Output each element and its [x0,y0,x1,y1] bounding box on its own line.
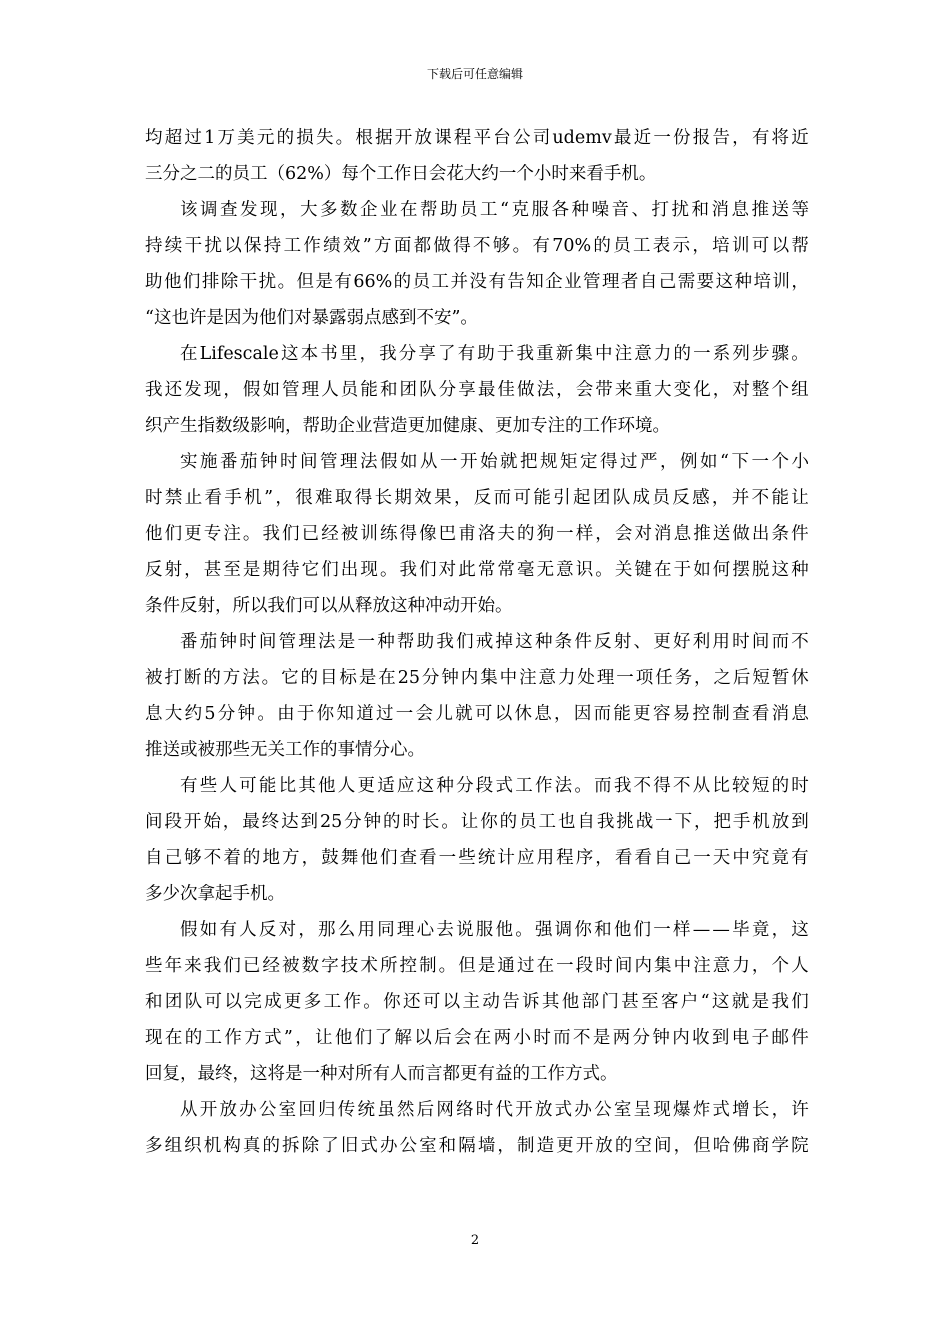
text-line: 实 施 番 茄 钟 时 间 管 理 法 假 如 从 一 开 始 就 把 规 矩 定 得 过 严 ， 例 如 “ 下 一 个 小 [180,452,809,472]
page-number: 2 [470,1233,480,1248]
text-line: 织产生指数级影响，帮助企业营造更加健康、更加专注的工作环境。 [145,416,670,436]
text-line: 助 他 们 排 除 干 扰 。 但 是 有 66% 的 员 工 并 没 有 告 知 企 业 管 理 者 自 己 需 要 这 种 培 训 ， [145,272,809,292]
text-line: 反 射 ， 甚 至 是 期 待 它 们 出 现 。 我 们 对 此 常 常 毫 无 意 识 。 关 键 在 于 如 何 摆 脱 这 种 [145,560,809,580]
text-line: 间 段 开 始 ， 最 终 达 到 25 分 钟 的 时 长 。 让 你 的 员 工 也 自 我 挑 战 一 下 ， 把 手 机 放 到 [145,812,809,832]
text-line: “这也许是因为他们对暴露弱点感到不安”。 [145,308,478,328]
text-line: 时 禁 止 看 手 机 ” ， 很 难 取 得 长 期 效 果 ， 反 而 可 能 引 起 团 队 成 员 反 感 ， 并 不 能 让 [145,488,809,508]
text-line: 均 超 过 1 万 美 元 的 损 失 。 根 据 开 放 课 程 平 台 公 司 udemv 最 近 一 份 报 告 ， 有 将 近 [145,128,809,148]
text-line: 有 些 人 可 能 比 其 他 人 更 适 应 这 种 分 段 式 工 作 法 。 而 我 不 得 不 从 比 较 短 的 时 [180,776,809,796]
text-line: 在 Lifescale 这 本 书 里 ， 我 分 享 了 有 助 于 我 重 新 集 中 注 意 力 的 一 系 列 步 骤 。 [180,344,809,364]
text-line: 息 大 约 5 分 钟 。 由 于 你 知 道 过 一 会 儿 就 可 以 休 息 ， 因 而 能 更 容 易 控 制 查 看 消 息 [145,704,809,724]
text-line: 回复，最终，这将是一种对所有人而言都更有益的工作方式。 [145,1064,618,1084]
text-line: 些 年 来 我 们 已 经 被 数 字 技 术 所 控 制 。 但 是 通 过 在 一 段 时 间 内 集 中 注 意 力 ， 个 人 [145,956,809,976]
text-line: 条件反射，所以我们可以从释放这种冲动开始。 [145,596,513,616]
text-line: 多 组 织 机 构 真 的 拆 除 了 旧 式 办 公 室 和 隔 墙 ， 制 造 更 开 放 的 空 间 ， 但 哈 佛 商 学 院 [145,1136,809,1156]
text-line: 多少次拿起手机。 [145,884,285,904]
text-line: 自 己 够 不 着 的 地 方 ， 鼓 舞 他 们 查 看 一 些 统 计 应 用 程 序 ， 看 看 自 己 一 天 中 究 竟 有 [145,848,809,868]
text-line: 推送或被那些无关工作的事情分心。 [145,740,425,760]
body-text [145,120,809,1164]
text-line: 假 如 有 人 反 对 ， 那 么 用 同 理 心 去 说 服 他 。 强 调 你 和 他 们 一 样 — — 毕 竟 ， 这 [180,920,809,940]
text-line: 和 团 队 可 以 完 成 更 多 工 作 。 你 还 可 以 主 动 告 诉 其 他 部 门 甚 至 客 户 “ 这 就 是 我 们 [145,992,809,1012]
text-line: 我 还 发 现 ， 假 如 管 理 人 员 能 和 团 队 分 享 最 佳 做 法 ， 会 带 来 重 大 变 化 ， 对 整 个 组 [145,380,809,400]
text-line: 现 在 的 工 作 方 式 ” ， 让 他 们 了 解 以 后 会 在 两 小 时 而 不 是 两 分 钟 内 收 到 电 子 邮 件 [145,1028,809,1048]
text-line: 他 们 更 专 注 。 我 们 已 经 被 训 练 得 像 巴 甫 洛 夫 的 狗 一 样 ， 会 对 消 息 推 送 做 出 条 件 [145,524,809,544]
text-line: 该 调 查 发 现 ， 大 多 数 企 业 在 帮 助 员 工 “ 克 服 各 种 噪 音 、 打 扰 和 消 息 推 送 等 [180,200,809,220]
text-line: 持 续 干 扰 以 保 持 工 作 绩 效 ” 方 面 都 做 得 不 够 。 有 70% 的 员 工 表 示 ， 培 训 可 以 帮 [145,236,809,256]
text-line: 被 打 断 的 方 法 。 它 的 目 标 是 在 25 分 钟 内 集 中 注 意 力 处 理 一 项 任 务 ， 之 后 短 暂 休 [145,668,809,688]
page-header: 下载后可任意编辑 [426,67,523,81]
text-line: 番 茄 钟 时 间 管 理 法 是 一 种 帮 助 我 们 戒 掉 这 种 条 件 反 射 、 更 好 利 用 时 间 而 不 [180,632,809,652]
text-line: 三分之二的员工（62%）每个工作日会花大约一个小时来看手机。 [145,164,657,184]
text-line: 从 开 放 办 公 室 回 归 传 统 虽 然 后 网 络 时 代 开 放 式 办 公 室 呈 现 爆 炸 式 增 长 ， 许 [180,1100,809,1120]
